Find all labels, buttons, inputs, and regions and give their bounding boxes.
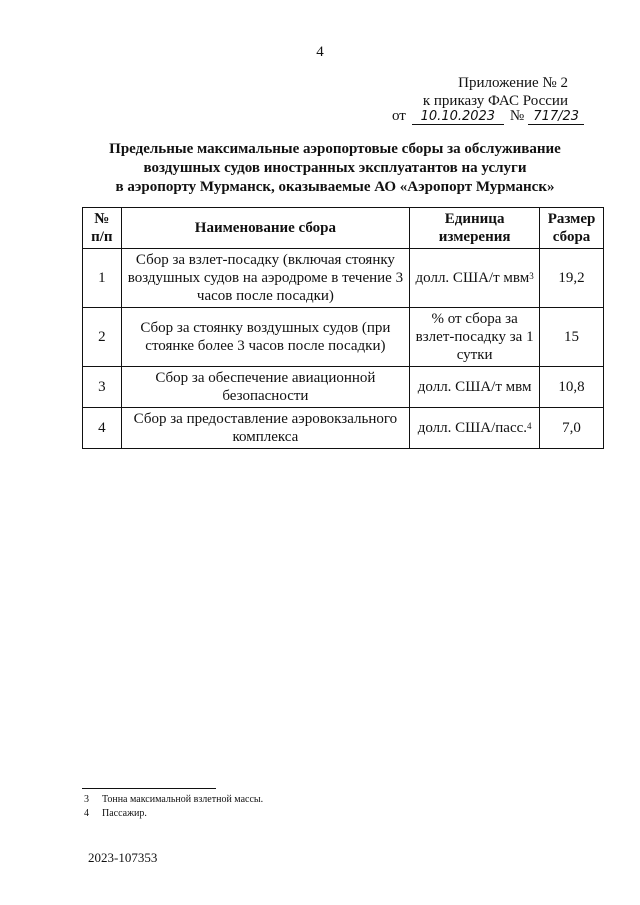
row-name: Сбор за предоставление аэровокзального комплекса: [121, 408, 409, 449]
title-line: Предельные максимальные аэропортовые сборы за обслуживание: [109, 141, 561, 157]
footnote: [84, 807, 263, 821]
row-unit: % от сбора за взлет-посадку за 1 сутки: [410, 308, 540, 367]
row-value: 15: [540, 308, 604, 367]
table-row: [83, 308, 604, 367]
footnote: [84, 793, 263, 807]
row-number: 1: [83, 249, 122, 308]
footnote-ref: 4: [527, 421, 532, 431]
row-name: Сбор за обеспечение авиационной безопасности: [121, 367, 409, 408]
row-unit: долл. США/т мвм: [410, 367, 540, 408]
row-number: 4: [83, 408, 122, 449]
row-unit: долл. США/т мвм$^3$: [410, 249, 540, 308]
row-unit: долл. США/пасс.$^4$: [410, 408, 540, 449]
row-name: Сбор за взлет-посадку (включая стоянку воздушных судов на аэродроме в течение 3 часов после посадки): [121, 249, 409, 308]
order-number: 717/23: [528, 109, 584, 125]
page-number: 4: [316, 44, 324, 60]
order-date-number: [392, 108, 584, 125]
row-value: 7,0: [540, 408, 604, 449]
footnote-mark: 3: [84, 794, 89, 805]
table-header-row: [83, 208, 604, 249]
order-date: 10.10.2023: [412, 109, 504, 125]
date-prefix: от: [392, 108, 406, 124]
table-row: [83, 367, 604, 408]
row-name: Сбор за стоянку воздушных судов (при стоянке более 3 часов после посадки): [121, 308, 409, 367]
table-row: [83, 249, 604, 308]
fees-table: [82, 207, 604, 449]
row-number: 2: [83, 308, 122, 367]
document-title: [90, 140, 580, 197]
order-line: к приказу ФАС России: [422, 93, 568, 109]
footnote-mark: 4: [84, 808, 89, 819]
header-unit: Единица измерения: [410, 208, 540, 249]
title-line: воздушных судов иностранных эксплуатантов на услуги: [143, 160, 527, 176]
footnote-ref: 3: [529, 271, 534, 281]
footnotes: [84, 793, 263, 821]
footnote-divider: [82, 788, 216, 789]
row-number: 3: [83, 367, 122, 408]
title-line: в аэропорту Мурманск, оказываемые АО «Аэропорт Мурманск»: [115, 179, 555, 195]
header-name: Наименование сбора: [121, 208, 409, 249]
appendix-line: Приложение № 2: [458, 75, 568, 91]
appendix-header: [423, 74, 568, 110]
footnote-text: Тонна максимальной взлетной массы.: [102, 794, 264, 805]
number-prefix: №: [509, 108, 525, 124]
footnote-text: Пассажир.: [102, 808, 147, 819]
document-code: 2023-107353: [88, 850, 158, 865]
table-row: [83, 408, 604, 449]
header-number: № п/п: [83, 208, 122, 249]
header-value: Размер сбора: [540, 208, 604, 249]
row-value: 19,2: [540, 249, 604, 308]
row-value: 10,8: [540, 367, 604, 408]
